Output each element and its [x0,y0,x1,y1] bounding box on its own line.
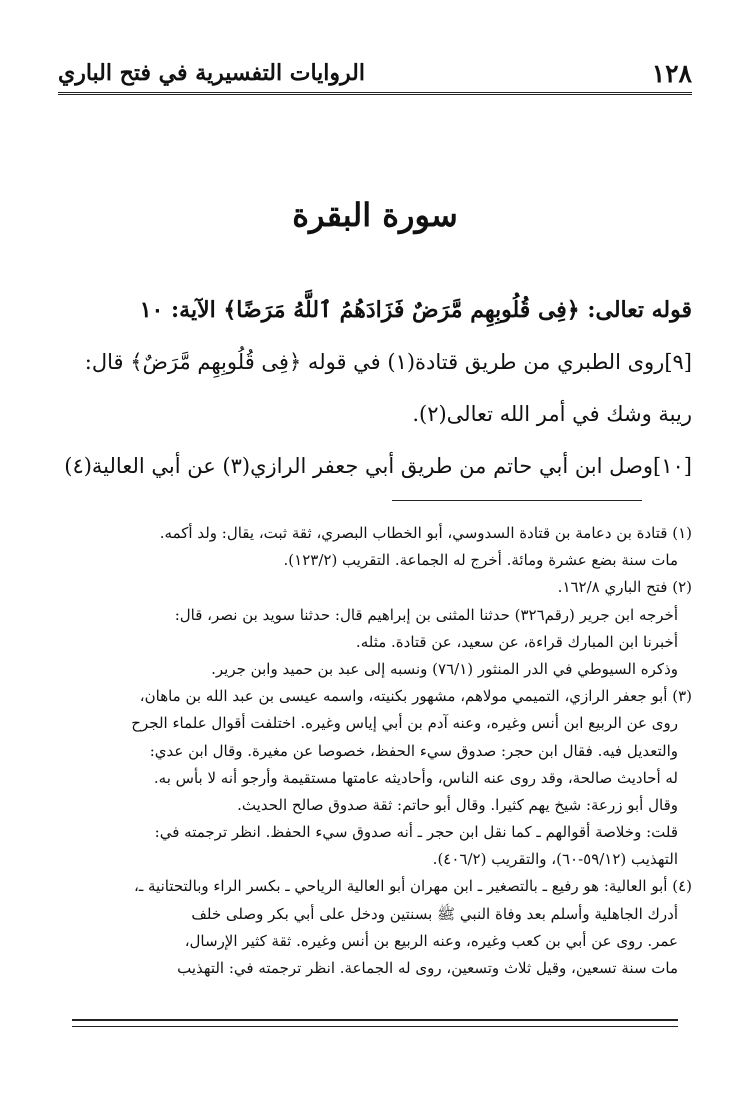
footnotes [58,520,692,982]
footnote-line: وقال أبو زرعة: شيخ يهم كثيرا. وقال أبو حاتم: ثقة صدوق صالح الحديث. [237,795,678,814]
footnote-line: (٣) أبو جعفر الرازي، التميمي مولاهم، مشهور بكنيته، واسمه عيسى بن عبد الله بن ماهان، [139,687,692,706]
running-title: الروايات التفسيرية في فتح الباري [58,60,365,86]
footnote-line: والتعديل فيه. فقال ابن حجر: صدوق سيء الحفظ، خصوصا عن مغيرة. وقال ابن عدي: [149,741,678,760]
narration-line: ريبة وشك في أمر الله تعالى(٢). [412,402,692,426]
narration-line: [١٠]وصل ابن أبي حاتم من طريق أبي جعفر الرازي(٣) عن أبي العالية(٤) [64,454,692,478]
footnote-line: (٢) فتح الباري ١٦٢/٨. [557,578,692,597]
footnote-line: له أحاديث صالحة، وقد روى عنه الناس، وأحاديثه عامتها مستقيمة وأرجو أنه لا بأس به. [153,768,678,787]
surah-title: سورة البقرة [292,196,458,234]
footnote-line: مات سنة بضع عشرة ومائة. أخرج له الجماعة. التقريب (١٢٣/٢). [283,551,678,570]
main-text [58,284,692,492]
footnote-line: أخرجه ابن جرير (رقم٣٢٦) حدثنا المثنى بن إبراهيم قال: حدثنا سويد بن نصر، قال: [174,605,678,624]
footnote-line: أدرك الجاهلية وأسلم بعد وفاة النبي ﷺ بسنتين ودخل على أبي بكر وصلى خلف [191,904,678,923]
bottom-rule [72,1019,678,1027]
footnote-line: مات سنة تسعين، وقيل ثلاث وتسعين، روى له الجماعة. انظر ترجمته في: التهذيب [177,959,678,977]
footnote-line: أخبرنا ابن المبارك قراءة، عن سعيد، عن قتادة. مثله. [355,632,678,651]
footnote-line: عمر. روى عن أبي بن كعب وغيره، وعنه الربيع بن أنس وغيره. ثقة كثير الإرسال، [184,931,678,950]
footnote-line: قلت: وخلاصة أقوالهم ـ كما نقل ابن حجر ـ أنه صدوق سيء الحفظ. انظر ترجمته في: [154,823,678,842]
page-header [58,54,692,95]
footnote-line: (١) قتادة بن دعامة بن قتادة السدوسي، أبو الخطاب البصري، ثقة ثبت، يقال: ولد أكمه. [159,524,692,542]
verse-heading: قوله تعالى: ﴿فِى قُلُوبِهِم مَّرَضٌ فَزَادَهُمُ ٱللَّهُ مَرَضًا﴾ الآية: ١٠ [139,297,692,323]
footnote-line: (٤) أبو العالية: هو رفيع ـ بالتصغير ـ ابن مهران أبو العالية الرياحي ـ بكسر الراء وبالتحتانية ـ، [134,877,692,896]
footnote-separator [392,500,642,501]
page-number: ١٢٨ [651,58,692,88]
footnote-line: وذكره السيوطي في الدر المنثور (٧٦/١) ونسبه إلى عبد بن حميد وابن جرير. [211,659,678,678]
footnote-line: روى عن الربيع ابن أنس وغيره، وعنه آدم بن أبي إياس وغيره. اختلفت أقوال علماء الجرح [131,714,678,733]
narration-line: [٩]روى الطبري من طريق قتادة(١) في قوله ﴿فِى قُلُوبِهِم مَّرَضٌ﴾ قال: [84,350,692,374]
footnote-line: التهذيب (٥٩/١٢-٦٠)، والتقريب (٤٠٦/٢). [432,850,678,869]
